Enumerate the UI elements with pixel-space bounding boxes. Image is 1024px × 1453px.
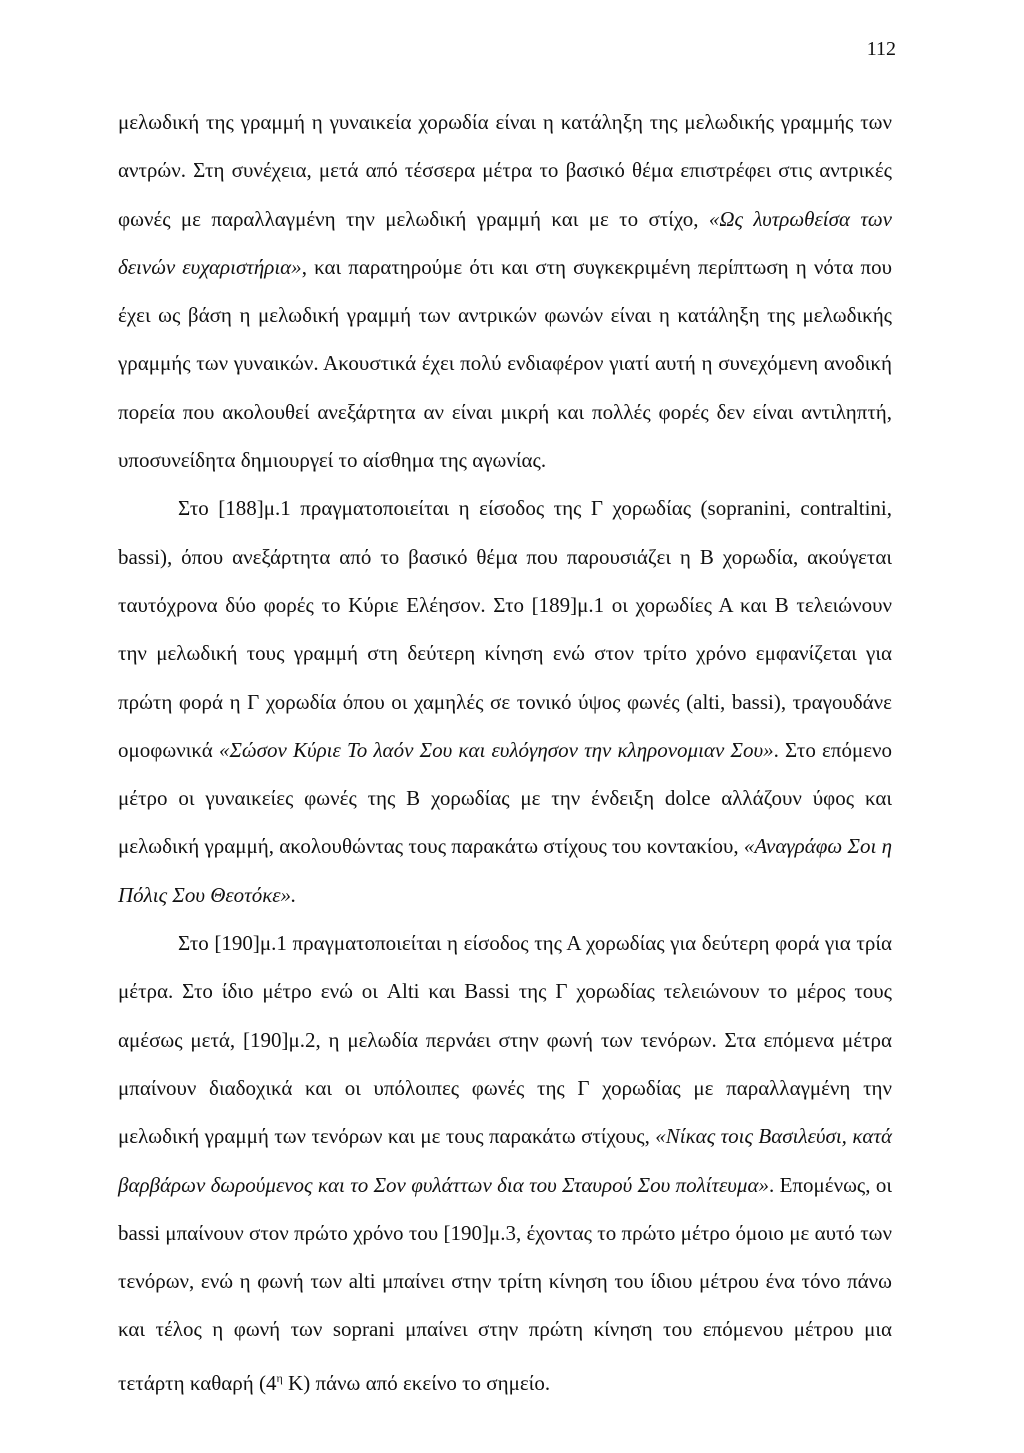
paragraph-text: . Στο επόμενο μέτρο οι γυναικείες φωνές της Β χορωδίας με την ένδειξη dolce αλλάζουν ύφος και μελωδική γραμμή, ακολουθώντας τους παρακάτω στίχους του κοντακίου, bbox=[118, 737, 893, 859]
paragraph-text: , και παρατηρούμε ότι και στη συγκεκριμένη περίπτωση η νότα που έχει ως βάση η μελωδική γραμμή των αντρικών φωνών είναι η κατάληξη της μελωδικής γραμμής των γυναικών. Ακουστικά έχει πολύ ενδιαφέρον γιατί αυτή η συνεχόμενη ανοδική πορεία που ακολουθεί ανεξάρτητα αν είναι μικρή και πολλές φορές δεν είναι αντιληπτή, υποσυνείδητα δημιουργεί το αίσθημα της αγωνίας. bbox=[118, 254, 892, 473]
paragraph-text: . Επομένως, οι bassi μπαίνουν στον πρώτο χρόνο του [190]μ.3, έχοντας το πρώτο μέτρο όμοιο με αυτό των τενόρων, ενώ η φωνή των alti μπαίνει στην τρίτη κίνηση του ίδιου μέτρου ένα τόνο πάνω και τέλος η φωνή των soprani μπαίνει στην πρώτη κίνηση του επόμενου μέτρου μια τετάρτη καθαρή (4 bbox=[118, 1172, 892, 1395]
italic-quote: «Σώσον Κύριε Το λαόν Σου και ευλόγησον την κληρονομιαν Σου» bbox=[218, 737, 774, 762]
paragraph-text: μελωδική της γραμμή η γυναικεία χορωδία είναι η κατάληξη της μελωδικής γραμμής των αντρών. Στη συνέχεια, μετά από τέσσερα μέτρα το βασικό θέμα επιστρέφει στις αντρικές φωνές με παραλλαγμένη την μελωδική γραμμή και με το στίχο, bbox=[118, 110, 892, 231]
italic-quote: «Νίκας τοις Βασιλεύσι, κατά βαρβάρων δωρούμενος και το Σον φυλάττων δια του Σταυρού Σου πολίτευμα» bbox=[118, 1124, 892, 1197]
paragraph bbox=[118, 919, 892, 1407]
paragraph-text: Στο [190]μ.1 πραγματοποιείται η είσοδος της Α χορωδίας για δεύτερη φορά για τρία μέτρα. Στο ίδιο μέτρο ενώ οι Alti και Bassi της Γ χορωδίας τελειώνουν το μέρος τους αμέσως μετά, [190]μ.2, η μελωδία περνάει στην φωνή των τενόρων. Στα επόμενα μέτρα μπαίνουν διαδοχικά και οι υπόλοιπες φωνές της Γ χορωδίας με παραλλαγμένη την μελωδική γραμμή των τενόρων και με τους παρακάτω στίχους, bbox=[118, 931, 892, 1149]
paragraph-text: Στο [188]μ.1 πραγματοποιείται η είσοδος της Γ χορωδίας (sopranini, contraltini, bassi), όπου ανεξάρτητα από το βασικό θέμα που παρουσιάζει η Β χορωδία, ακούγεται ταυτόχρονα δύο φορές το Κύριε Ελέησον. Στο [189]μ.1 οι χορωδίες Α και Β τελειώνουν την μελωδική τους γραμμή στη δεύτερη κίνηση ενώ στον τρίτο χρόνο εμφανίζεται για πρώτη φορά η Γ χορωδία όπου οι χαμηλές σε τονικό ύψος φωνές (alti, bassi), τραγουδάνε ομοφωνικά bbox=[118, 496, 892, 762]
italic-quote: «Αναγράφω Σοι η Πόλις Σου Θεοτόκε». bbox=[118, 834, 892, 907]
paragraph bbox=[118, 484, 892, 919]
paragraph bbox=[118, 98, 892, 484]
italic-quote: «Ως λυτρωθείσα των δεινών ευχαριστήρια» bbox=[118, 206, 892, 279]
superscript-text: η bbox=[276, 1370, 283, 1385]
document-body bbox=[118, 98, 892, 1407]
page-number: 112 bbox=[866, 38, 896, 60]
paragraph-text: Κ) πάνω από εκείνο το σημείο. bbox=[282, 1370, 551, 1395]
